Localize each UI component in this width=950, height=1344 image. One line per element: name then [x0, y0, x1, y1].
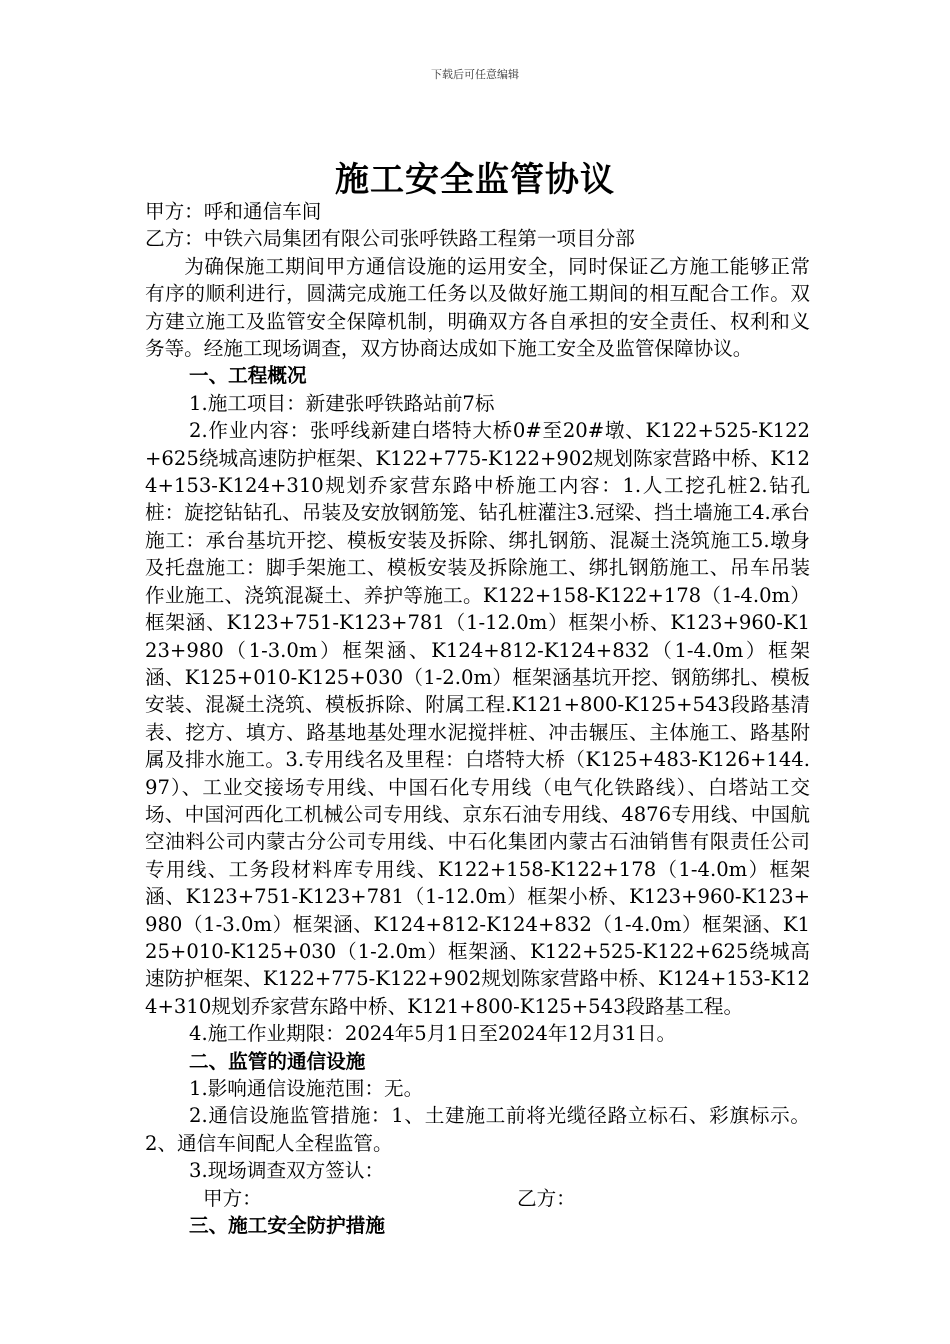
section-1-item-2: 2.作业内容：张呼线新建白塔特大桥0#至20#墩、K122+525-K122+625绕城高速防护框架、K122+775-K122+902规划陈家营路中桥、K124+153-K124+310规划乔家营东路中桥施工内容：1.人工挖孔桩2.钻孔桩：旋挖钻钻孔、吊装及安放钢筋笼、钻孔桩灌注3.冠梁、挡土墙施工4.承台施工：承台基坑开挖、模板安装及拆除、绑扎钢筋、混凝土浇筑施工5.墩身及托盘施工：脚手架施工、模板安装及拆除施工、绑扎钢筋施工、吊车吊装作业施工、浇筑混凝土、养护等施工。K122+158-K122+178（1-4.0m）框架涵、K123+751-K123+781（1-12.0m）框架小桥、K123+960-K123+980（1-3.0m）框架涵、K124+812-K124+832（1-4.0m）框架涵、K125+010-K125+030（1-2.0m）框架涵基坑开挖、钢筋绑扎、模板安装、混凝土浇筑、模板拆除、附属工程.K121+800-K125+543段路基清表、挖方、填方、路基地基处理水泥搅拌桩、冲击辗压、主体施工、路基附属及排水施工。3.专用线名及里程：白塔特大桥（K125+483-K126+144.97）、工业交接场专用线、中国石化专用线（电气化铁路线）、白塔站工交场、中国河西化工机械公司专用线、京东石油专用线、4876专用线、中国航空油料公司内蒙古分公司专用线、中石化集团内蒙古石油销售有限责任公司专用线、工务段材料库专用线、K122+158-K122+178（1-4.0m）框架涵、K123+751-K123+781（1-12.0m）框架小桥、K123+960-K123+980（1-3.0m）框架涵、K124+812-K124+832（1-4.0m）框架涵、K125+010-K125+030（1-2.0m）框架涵、K122+525-K122+625绕城高速防护框架、K122+775-K122+902规划陈家营路中桥、K124+153-K124+310规划乔家营东路中桥、K121+800-K125+543段路基工程。: [145, 419, 810, 1018]
document-title: 施工安全监管协议: [335, 160, 615, 200]
party-a-line: 甲方：呼和通信车间: [145, 200, 322, 223]
document-body: [145, 198, 810, 1239]
header-note: 下载后可任意编辑: [431, 68, 519, 81]
section-1-item-1: 1.施工项目：新建张呼铁路站前7标: [189, 391, 495, 415]
section-1-heading: 一、工程概况: [189, 364, 307, 388]
section-1-item-4: 4.施工作业期限：2024年5月1日至2024年12月31日。: [189, 1022, 677, 1046]
section-2-item-1: 1.影响通信设施范围：无。: [189, 1077, 424, 1100]
section-2-item-2: 2.通信设施监管措施：1、土建施工前将光缆径路立标石、彩旗标示。2、通信车间配人全程监管。: [145, 1104, 810, 1155]
signature-row: [145, 1185, 810, 1212]
intro-paragraph: 为确保施工期间甲方通信设施的运用安全，同时保证乙方施工能够正常有序的顺利进行，圆满完成施工任务以及做好施工期间的相互配合工作。双方建立施工及监管安全保障机制，明确双方各自承担的安全责任、权利和义务等。经施工现场调查，双方协商达成如下施工安全及监管保障协议。: [145, 254, 810, 361]
signature-party-b: 乙方：: [517, 1186, 576, 1210]
party-b-line: 乙方：中铁六局集团有限公司张呼铁路工程第一项目分部: [145, 227, 635, 251]
section-3-heading: 三、施工安全防护措施: [189, 1214, 385, 1238]
section-2-item-3: 3.现场调查双方签认：: [189, 1159, 385, 1183]
signature-party-a: 甲方：: [203, 1186, 262, 1210]
section-2-heading: 二、监管的通信设施: [189, 1049, 366, 1073]
